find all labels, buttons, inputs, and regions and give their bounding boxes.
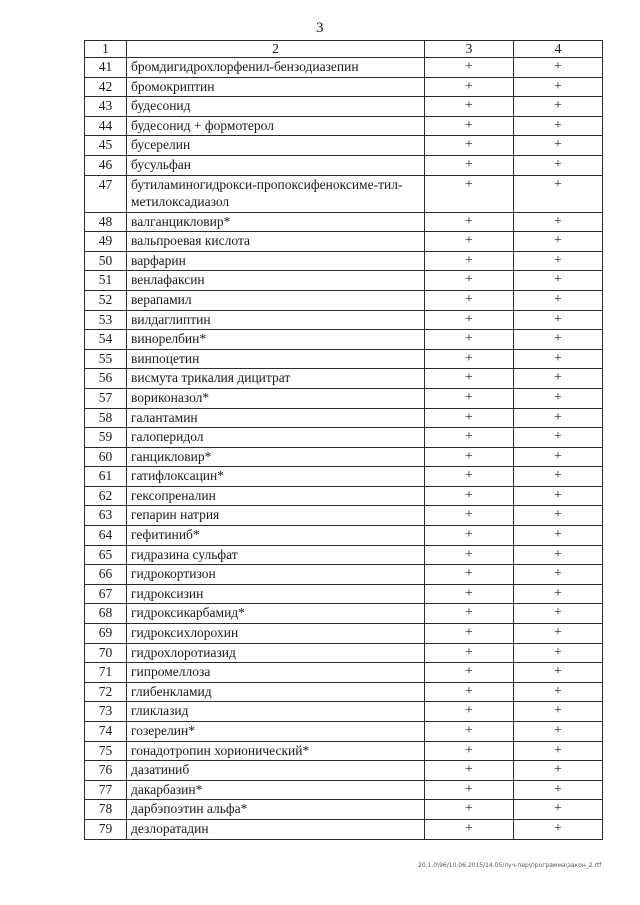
col-3-mark: + — [425, 271, 514, 291]
col-4-mark: + — [514, 232, 603, 252]
drug-name: бромдигидрохлорфенил-бензодиазепин — [127, 58, 425, 78]
drug-name: глибенкламид — [127, 682, 425, 702]
header-col-1: 1 — [85, 41, 127, 58]
drug-name: гонадотропин хорионический* — [127, 741, 425, 761]
table-row — [85, 545, 603, 565]
drug-name: гликлазид — [127, 702, 425, 722]
table-row — [85, 663, 603, 683]
col-3-mark: + — [425, 369, 514, 389]
row-number: 73 — [85, 702, 127, 722]
row-number: 63 — [85, 506, 127, 526]
drug-name: галантамин — [127, 408, 425, 428]
col-3-mark: + — [425, 506, 514, 526]
table-row — [85, 526, 603, 546]
table-row — [85, 584, 603, 604]
col-3-mark: + — [425, 761, 514, 781]
col-4-mark: + — [514, 77, 603, 97]
col-3-mark: + — [425, 565, 514, 585]
col-4-mark: + — [514, 722, 603, 742]
drug-name: дакарбазин* — [127, 780, 425, 800]
table-row — [85, 232, 603, 252]
col-3-mark: + — [425, 467, 514, 487]
col-4-mark: + — [514, 97, 603, 117]
col-3-mark: + — [425, 155, 514, 175]
drug-name: гепарин натрия — [127, 506, 425, 526]
drug-name: гозерелин* — [127, 722, 425, 742]
table-row — [85, 310, 603, 330]
col-3-mark: + — [425, 545, 514, 565]
col-3-mark: + — [425, 604, 514, 624]
table-row — [85, 155, 603, 175]
row-number: 51 — [85, 271, 127, 291]
table-row — [85, 212, 603, 232]
row-number: 69 — [85, 624, 127, 644]
row-number: 65 — [85, 545, 127, 565]
col-4-mark: + — [514, 565, 603, 585]
drug-name: верапамил — [127, 290, 425, 310]
drug-name: гипромеллоза — [127, 663, 425, 683]
drug-name: галоперидол — [127, 428, 425, 448]
drug-name: винпоцетин — [127, 349, 425, 369]
row-number: 45 — [85, 136, 127, 156]
row-number: 75 — [85, 741, 127, 761]
table-row — [85, 58, 603, 78]
table-row — [85, 136, 603, 156]
col-3-mark: + — [425, 408, 514, 428]
row-number: 57 — [85, 388, 127, 408]
drug-name: гефитиниб* — [127, 526, 425, 546]
row-number: 76 — [85, 761, 127, 781]
col-3-mark: + — [425, 77, 514, 97]
drug-name: гидроксизин — [127, 584, 425, 604]
row-number: 59 — [85, 428, 127, 448]
col-3-mark: + — [425, 290, 514, 310]
table-row — [85, 486, 603, 506]
table-row — [85, 428, 603, 448]
table-row — [85, 761, 603, 781]
col-3-mark: + — [425, 800, 514, 820]
drug-name: гидрокортизон — [127, 565, 425, 585]
drug-name: вориконазол* — [127, 388, 425, 408]
table-row — [85, 77, 603, 97]
drug-name: гексопреналин — [127, 486, 425, 506]
drug-name: ганцикловир* — [127, 447, 425, 467]
header-col-4: 4 — [514, 41, 603, 58]
col-4-mark: + — [514, 545, 603, 565]
col-4-mark: + — [514, 116, 603, 136]
row-number: 60 — [85, 447, 127, 467]
col-3-mark: + — [425, 722, 514, 742]
table-row — [85, 467, 603, 487]
table-row — [85, 369, 603, 389]
table-row — [85, 682, 603, 702]
table-row — [85, 349, 603, 369]
drug-name: дезлоратадин — [127, 819, 425, 839]
table-row — [85, 175, 603, 212]
drug-name: дазатиниб — [127, 761, 425, 781]
row-number: 47 — [85, 175, 127, 212]
col-4-mark: + — [514, 290, 603, 310]
col-3-mark: + — [425, 232, 514, 252]
col-4-mark: + — [514, 467, 603, 487]
col-3-mark: + — [425, 584, 514, 604]
col-3-mark: + — [425, 310, 514, 330]
drug-list-table — [84, 40, 603, 840]
col-4-mark: + — [514, 682, 603, 702]
table-row — [85, 780, 603, 800]
col-3-mark: + — [425, 388, 514, 408]
row-number: 53 — [85, 310, 127, 330]
row-number: 52 — [85, 290, 127, 310]
col-3-mark: + — [425, 624, 514, 644]
drug-name: бромокриптин — [127, 77, 425, 97]
table-row — [85, 388, 603, 408]
col-3-mark: + — [425, 526, 514, 546]
col-4-mark: + — [514, 624, 603, 644]
table-row — [85, 722, 603, 742]
col-3-mark: + — [425, 136, 514, 156]
col-4-mark: + — [514, 271, 603, 291]
row-number: 78 — [85, 800, 127, 820]
col-4-mark: + — [514, 349, 603, 369]
col-4-mark: + — [514, 212, 603, 232]
col-4-mark: + — [514, 506, 603, 526]
drug-name: венлафаксин — [127, 271, 425, 291]
row-number: 44 — [85, 116, 127, 136]
col-3-mark: + — [425, 58, 514, 78]
col-4-mark: + — [514, 388, 603, 408]
table-row — [85, 506, 603, 526]
col-4-mark: + — [514, 330, 603, 350]
table-row — [85, 447, 603, 467]
drug-name: будесонид + формотерол — [127, 116, 425, 136]
table-row — [85, 741, 603, 761]
table-row — [85, 819, 603, 839]
col-3-mark: + — [425, 349, 514, 369]
row-number: 46 — [85, 155, 127, 175]
col-3-mark: + — [425, 175, 514, 212]
row-number: 70 — [85, 643, 127, 663]
drug-name: гидроксикарбамид* — [127, 604, 425, 624]
footer-file-stamp: 20.1.0\96/10.06.2015/14.05/луч-пер\программа\закон_2.rtf — [418, 862, 602, 869]
col-3-mark: + — [425, 682, 514, 702]
table-row — [85, 565, 603, 585]
drug-name: висмута трикалия дицитрат — [127, 369, 425, 389]
row-number: 49 — [85, 232, 127, 252]
col-4-mark: + — [514, 486, 603, 506]
col-3-mark: + — [425, 780, 514, 800]
row-number: 79 — [85, 819, 127, 839]
col-3-mark: + — [425, 663, 514, 683]
table-row — [85, 408, 603, 428]
table-row — [85, 800, 603, 820]
table-row — [85, 330, 603, 350]
row-number: 41 — [85, 58, 127, 78]
col-4-mark: + — [514, 310, 603, 330]
table-row — [85, 643, 603, 663]
drug-name: гидразина сульфат — [127, 545, 425, 565]
col-4-mark: + — [514, 136, 603, 156]
col-3-mark: + — [425, 116, 514, 136]
table-row — [85, 702, 603, 722]
col-4-mark: + — [514, 369, 603, 389]
page-number: 3 — [316, 20, 324, 36]
table-header-row — [85, 41, 603, 58]
row-number: 68 — [85, 604, 127, 624]
row-number: 62 — [85, 486, 127, 506]
row-number: 72 — [85, 682, 127, 702]
col-4-mark: + — [514, 155, 603, 175]
row-number: 55 — [85, 349, 127, 369]
table-row — [85, 604, 603, 624]
table-row — [85, 116, 603, 136]
col-3-mark: + — [425, 702, 514, 722]
table-row — [85, 271, 603, 291]
col-4-mark: + — [514, 251, 603, 271]
row-number: 50 — [85, 251, 127, 271]
drug-name: винорелбин* — [127, 330, 425, 350]
row-number: 54 — [85, 330, 127, 350]
col-3-mark: + — [425, 428, 514, 448]
drug-name: гатифлоксацин* — [127, 467, 425, 487]
col-4-mark: + — [514, 702, 603, 722]
drug-name: вальпроевая кислота — [127, 232, 425, 252]
col-3-mark: + — [425, 97, 514, 117]
row-number: 67 — [85, 584, 127, 604]
drug-name: вилдаглиптин — [127, 310, 425, 330]
col-3-mark: + — [425, 741, 514, 761]
col-3-mark: + — [425, 819, 514, 839]
col-4-mark: + — [514, 761, 603, 781]
table-row — [85, 97, 603, 117]
table-body — [85, 58, 603, 840]
drug-name: валганцикловир* — [127, 212, 425, 232]
row-number: 77 — [85, 780, 127, 800]
row-number: 43 — [85, 97, 127, 117]
table-row — [85, 624, 603, 644]
col-4-mark: + — [514, 800, 603, 820]
col-3-mark: + — [425, 212, 514, 232]
col-4-mark: + — [514, 408, 603, 428]
row-number: 56 — [85, 369, 127, 389]
row-number: 74 — [85, 722, 127, 742]
col-4-mark: + — [514, 780, 603, 800]
drug-name: бусульфан — [127, 155, 425, 175]
row-number: 66 — [85, 565, 127, 585]
row-number: 61 — [85, 467, 127, 487]
col-3-mark: + — [425, 330, 514, 350]
table-row — [85, 251, 603, 271]
col-3-mark: + — [425, 643, 514, 663]
row-number: 64 — [85, 526, 127, 546]
drug-name: гидроксихлорохин — [127, 624, 425, 644]
row-number: 71 — [85, 663, 127, 683]
col-4-mark: + — [514, 584, 603, 604]
drug-name: гидрохлоротиазид — [127, 643, 425, 663]
header-col-3: 3 — [425, 41, 514, 58]
col-4-mark: + — [514, 604, 603, 624]
row-number: 42 — [85, 77, 127, 97]
table-row — [85, 290, 603, 310]
row-number: 58 — [85, 408, 127, 428]
drug-name: бусерелин — [127, 136, 425, 156]
col-4-mark: + — [514, 741, 603, 761]
col-4-mark: + — [514, 175, 603, 212]
col-4-mark: + — [514, 663, 603, 683]
drug-name: будесонид — [127, 97, 425, 117]
header-col-2: 2 — [127, 41, 425, 58]
col-4-mark: + — [514, 58, 603, 78]
drug-name: варфарин — [127, 251, 425, 271]
drug-name: бутиламиногидрокси-пропоксифеноксиме-тил-метилоксадиазол — [127, 175, 425, 212]
col-3-mark: + — [425, 447, 514, 467]
drug-name: дарбэпоэтин альфа* — [127, 800, 425, 820]
col-4-mark: + — [514, 526, 603, 546]
row-number: 48 — [85, 212, 127, 232]
col-4-mark: + — [514, 447, 603, 467]
col-4-mark: + — [514, 643, 603, 663]
col-3-mark: + — [425, 251, 514, 271]
col-4-mark: + — [514, 819, 603, 839]
col-4-mark: + — [514, 428, 603, 448]
col-3-mark: + — [425, 486, 514, 506]
